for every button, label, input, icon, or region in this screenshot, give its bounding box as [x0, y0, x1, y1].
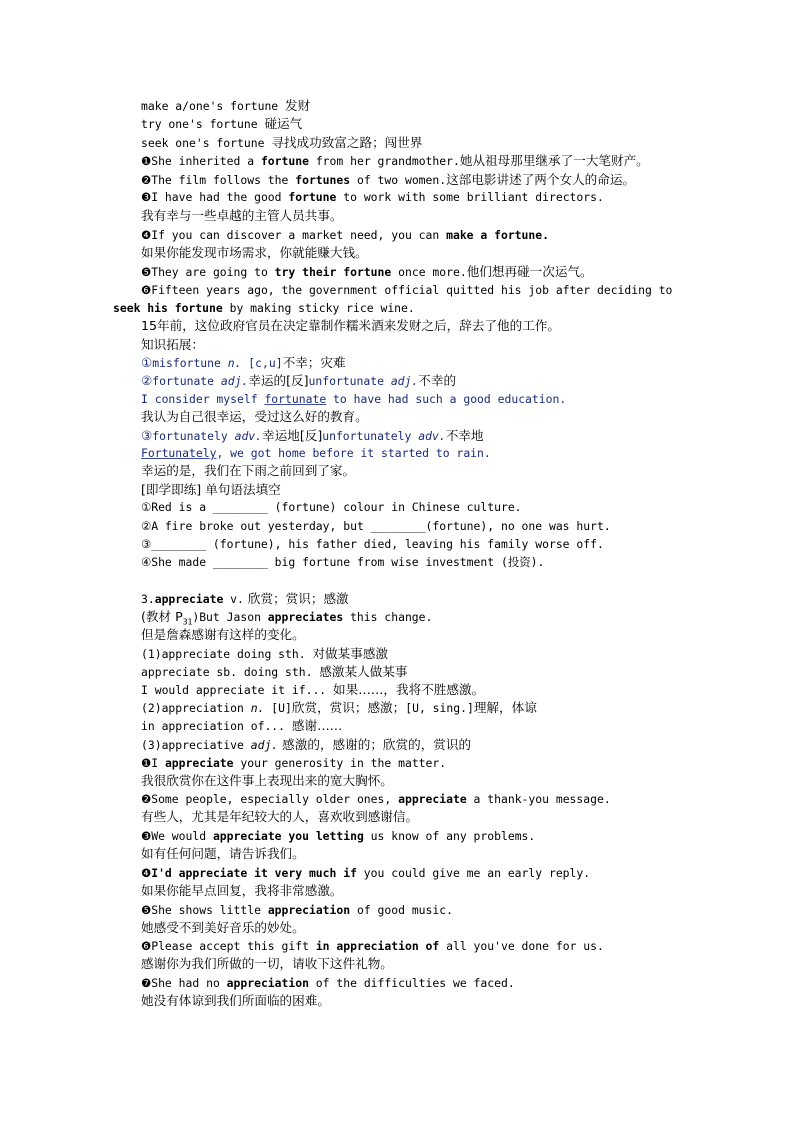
extension-example	[141, 445, 491, 462]
usage-zh: 欣赏，赏识；感激；	[291, 700, 406, 715]
translation: 他们想再碰一次运气。	[466, 264, 593, 279]
exercise-item: ①Red is a ________ (fortune) colour in Chinese culture.	[141, 500, 522, 514]
example-text: by making sticky rice wine.	[222, 301, 415, 315]
entry-number: 3.	[141, 592, 155, 606]
extension-heading: 知识拓展：	[141, 337, 204, 352]
translation: 15年前，这位政府官员在决定靠制作糯米酒来发财之后，辞去了他的工作。	[141, 318, 561, 333]
source-close: )	[192, 610, 200, 624]
translation: 她感受不到美好音乐的妙处。	[141, 920, 305, 935]
example-number: ❹	[141, 228, 152, 242]
translation: 如有任何问题，请告诉我们。	[141, 846, 305, 861]
keyword: appreciate	[398, 792, 467, 806]
translation: 她没有体谅到我们所面临的困难。	[141, 993, 330, 1008]
extension-item	[141, 354, 346, 372]
example-text: She inherited a	[151, 154, 261, 168]
usage-line	[141, 681, 484, 699]
grammar-tag: [c,u]	[241, 356, 283, 370]
part-of-speech: adv.	[234, 429, 263, 443]
example-number: ❶	[141, 154, 152, 168]
usage-en: (2)appreciation	[141, 701, 251, 715]
translation: 我有幸与一些卓越的主管人员共事。	[141, 208, 343, 223]
example-text: The film follows the	[151, 173, 296, 187]
example-sentence	[141, 282, 672, 299]
keyword: fortune	[288, 190, 337, 204]
example-text: to have had such a good education.	[326, 392, 567, 406]
underlined-word: Fortunately	[141, 446, 217, 460]
headword: appreciate	[154, 592, 224, 606]
example-sentence	[141, 263, 593, 281]
example-text: Fifteen years ago, the government official quitted his job after deciding to	[151, 283, 673, 297]
example-text: Some people, especially older ones,	[151, 792, 399, 806]
word: unfortunate	[308, 374, 391, 388]
translation: 有些人，尤其是年纪较大的人，喜欢收到感谢信。	[141, 809, 419, 824]
usage-zh: 理解，体谅	[473, 700, 537, 715]
usage-en: in appreciation of...	[141, 719, 292, 733]
translation: 但是詹森感谢有这样的变化。	[141, 627, 305, 642]
example-sentence	[141, 189, 604, 206]
part-of-speech: adj.	[390, 374, 419, 388]
translation: 这部电影讲述了两个女人的命运。	[446, 172, 636, 187]
keyword: try their fortune	[274, 265, 392, 279]
meaning: 欣赏；赏识；感激	[243, 591, 349, 606]
phrase-zh: 寻找成功致富之路；闯世界	[271, 135, 423, 150]
part-of-speech: adj.	[220, 374, 249, 388]
meaning: 幸运地	[262, 428, 300, 443]
translation: 她从祖母那里继承了一大笔财产。	[459, 153, 649, 168]
example-sentence	[141, 755, 446, 772]
meaning: 幸运的	[248, 373, 287, 388]
example-text: They are going to	[151, 265, 275, 279]
meaning: 不幸地	[445, 428, 484, 443]
example-text: of good music.	[350, 903, 453, 917]
example-number: ❹	[141, 866, 152, 880]
word: unfortunately	[322, 429, 419, 443]
example-text: once more.	[391, 265, 467, 279]
antonym-tag: [反]	[286, 373, 309, 388]
example-text: I	[151, 756, 165, 770]
keyword: seek his fortune	[113, 301, 223, 315]
example-text: this change.	[343, 610, 433, 624]
grammar-tag: [U, sing.]	[405, 701, 474, 715]
item-mark: ①	[141, 355, 153, 370]
keyword: appreciates	[267, 610, 344, 624]
example-text: all you've done for us.	[439, 939, 604, 953]
meaning: 不幸；灾难	[282, 355, 346, 370]
example-text: us know of any problems.	[363, 829, 536, 843]
keyword: appreciate you letting	[212, 829, 364, 843]
usage-line	[141, 645, 388, 663]
usage-line	[141, 663, 407, 681]
extension-example	[141, 391, 566, 408]
example-sentence-cont	[113, 300, 415, 317]
keyword: appreciation	[226, 976, 309, 990]
example-sentence	[141, 865, 590, 882]
usage-en: I would appreciate it if...	[141, 683, 334, 697]
example-text: of the difficulties we faced.	[308, 976, 515, 990]
part-of-speech: adv.	[418, 429, 446, 443]
antonym-tag: [反]	[299, 428, 323, 443]
example-number: ❷	[141, 173, 152, 187]
example-sentence	[141, 227, 549, 244]
usage-en: appreciate sb. doing sth.	[141, 665, 320, 679]
example-number: ❼	[141, 976, 152, 990]
usage-zh: 感激的，感谢的；欣赏的，赏识的	[278, 737, 472, 752]
example-text: a thank-you message.	[466, 792, 611, 806]
underlined-word: fortunate	[264, 392, 327, 406]
keyword: make a fortune.	[446, 228, 549, 242]
example-number: ❻	[141, 939, 152, 953]
entry-heading	[141, 590, 349, 608]
exercise-item: ②A fire broke out yesterday, but ________(fortune), no one was hurt.	[141, 519, 611, 533]
page-number: 31	[182, 617, 193, 627]
usage-line	[141, 717, 342, 735]
example-text: from her grandmother.	[308, 154, 460, 168]
part-of-speech: n.	[227, 356, 242, 370]
part-of-speech: n.	[250, 701, 265, 715]
phrase-zh: 发财	[285, 98, 311, 113]
grammar-tag: [U]	[264, 701, 292, 715]
example-text: But Jason	[199, 610, 268, 624]
word: misfortune	[152, 356, 228, 370]
example-number: ❺	[141, 265, 152, 279]
example-text: to work with some brilliant directors.	[336, 190, 604, 204]
example-number: ❸	[141, 190, 152, 204]
phrase-en: make a/one's fortune	[141, 99, 286, 113]
example-sentence	[141, 152, 649, 170]
usage-en: (3)appreciative	[141, 738, 251, 752]
translation: 幸运的是，我们在下雨之前回到了家。	[141, 463, 356, 478]
phrase-line	[141, 134, 422, 152]
meaning: 不幸的	[418, 373, 457, 388]
example-text: We would	[151, 829, 213, 843]
example-number: ❺	[141, 903, 152, 917]
usage-line	[141, 699, 537, 717]
extension-item	[141, 427, 483, 445]
usage-en: (1)appreciate doing sth.	[141, 647, 313, 661]
keyword: fortunes	[295, 173, 351, 187]
example-text: She had no	[151, 976, 227, 990]
exercise-heading: [即学即练] 单句语法填空	[141, 482, 281, 497]
usage-zh: 感激某人做某事	[319, 664, 408, 679]
phrase-zh: 碰运气	[264, 116, 303, 131]
example-number: ❸	[141, 829, 152, 843]
phrase-en: seek one's fortune	[141, 136, 272, 150]
part-of-speech: adj.	[250, 738, 279, 752]
source-label: (教材 P	[141, 609, 183, 624]
usage-line	[141, 736, 471, 754]
phrase-line	[141, 115, 302, 133]
usage-zh: 感谢……	[291, 718, 343, 733]
example-text: you could give me an early reply.	[356, 866, 591, 880]
keyword: appreciate	[164, 756, 234, 770]
keyword: fortune	[260, 154, 309, 168]
example-sentence	[141, 828, 535, 845]
usage-zh: 如果……，我将不胜感激。	[333, 682, 485, 697]
usage-zh: 对做某事感激	[312, 646, 389, 661]
example-sentence	[141, 975, 515, 992]
translation: 如果你能早点回复，我将非常感激。	[141, 883, 343, 898]
example-text: I consider myself	[141, 392, 265, 406]
exercise-item: ③________ (fortune), his father died, leaving his family worse off.	[141, 537, 604, 551]
example-number: ❻	[141, 283, 152, 297]
translation: 我很欣赏你在这件事上表现出来的宽大胸怀。	[141, 773, 393, 788]
example-text: I have had the good	[151, 190, 289, 204]
word: fortunate	[152, 374, 221, 388]
word: fortunately	[152, 429, 235, 443]
exercise-item: ④She made ________ big fortune from wise investment (投资).	[141, 555, 545, 569]
example-sentence	[141, 938, 604, 955]
example-sentence	[141, 902, 453, 919]
part-of-speech: v.	[223, 592, 244, 606]
example-text: Please accept this gift	[151, 939, 316, 953]
keyword: in appreciation of	[315, 939, 440, 953]
item-mark: ③	[141, 428, 153, 443]
example-text: of two women.	[350, 173, 447, 187]
example-text: your generosity in the matter.	[233, 756, 447, 770]
example-text: If you can discover a market need, you can	[151, 228, 447, 242]
keyword: I'd appreciate it very much if	[151, 866, 357, 880]
translation: 我认为自己很幸运，受过这么好的教育。	[141, 409, 368, 424]
example-text: , we got home before it started to rain.	[216, 446, 491, 460]
item-mark: ②	[141, 373, 153, 388]
keyword: appreciation	[267, 903, 351, 917]
translation: 感谢你为我们所做的一切，请收下这件礼物。	[141, 956, 393, 971]
example-number: ❶	[141, 756, 152, 770]
extension-item	[141, 372, 456, 390]
example-text: She shows little	[151, 903, 268, 917]
translation: 如果你能发现市场需求，你就能赚大钱。	[141, 245, 368, 260]
phrase-line	[141, 97, 310, 115]
example-number: ❷	[141, 792, 152, 806]
phrase-en: try one's fortune	[141, 117, 265, 131]
example-sentence	[141, 171, 635, 189]
example-sentence	[141, 791, 611, 808]
